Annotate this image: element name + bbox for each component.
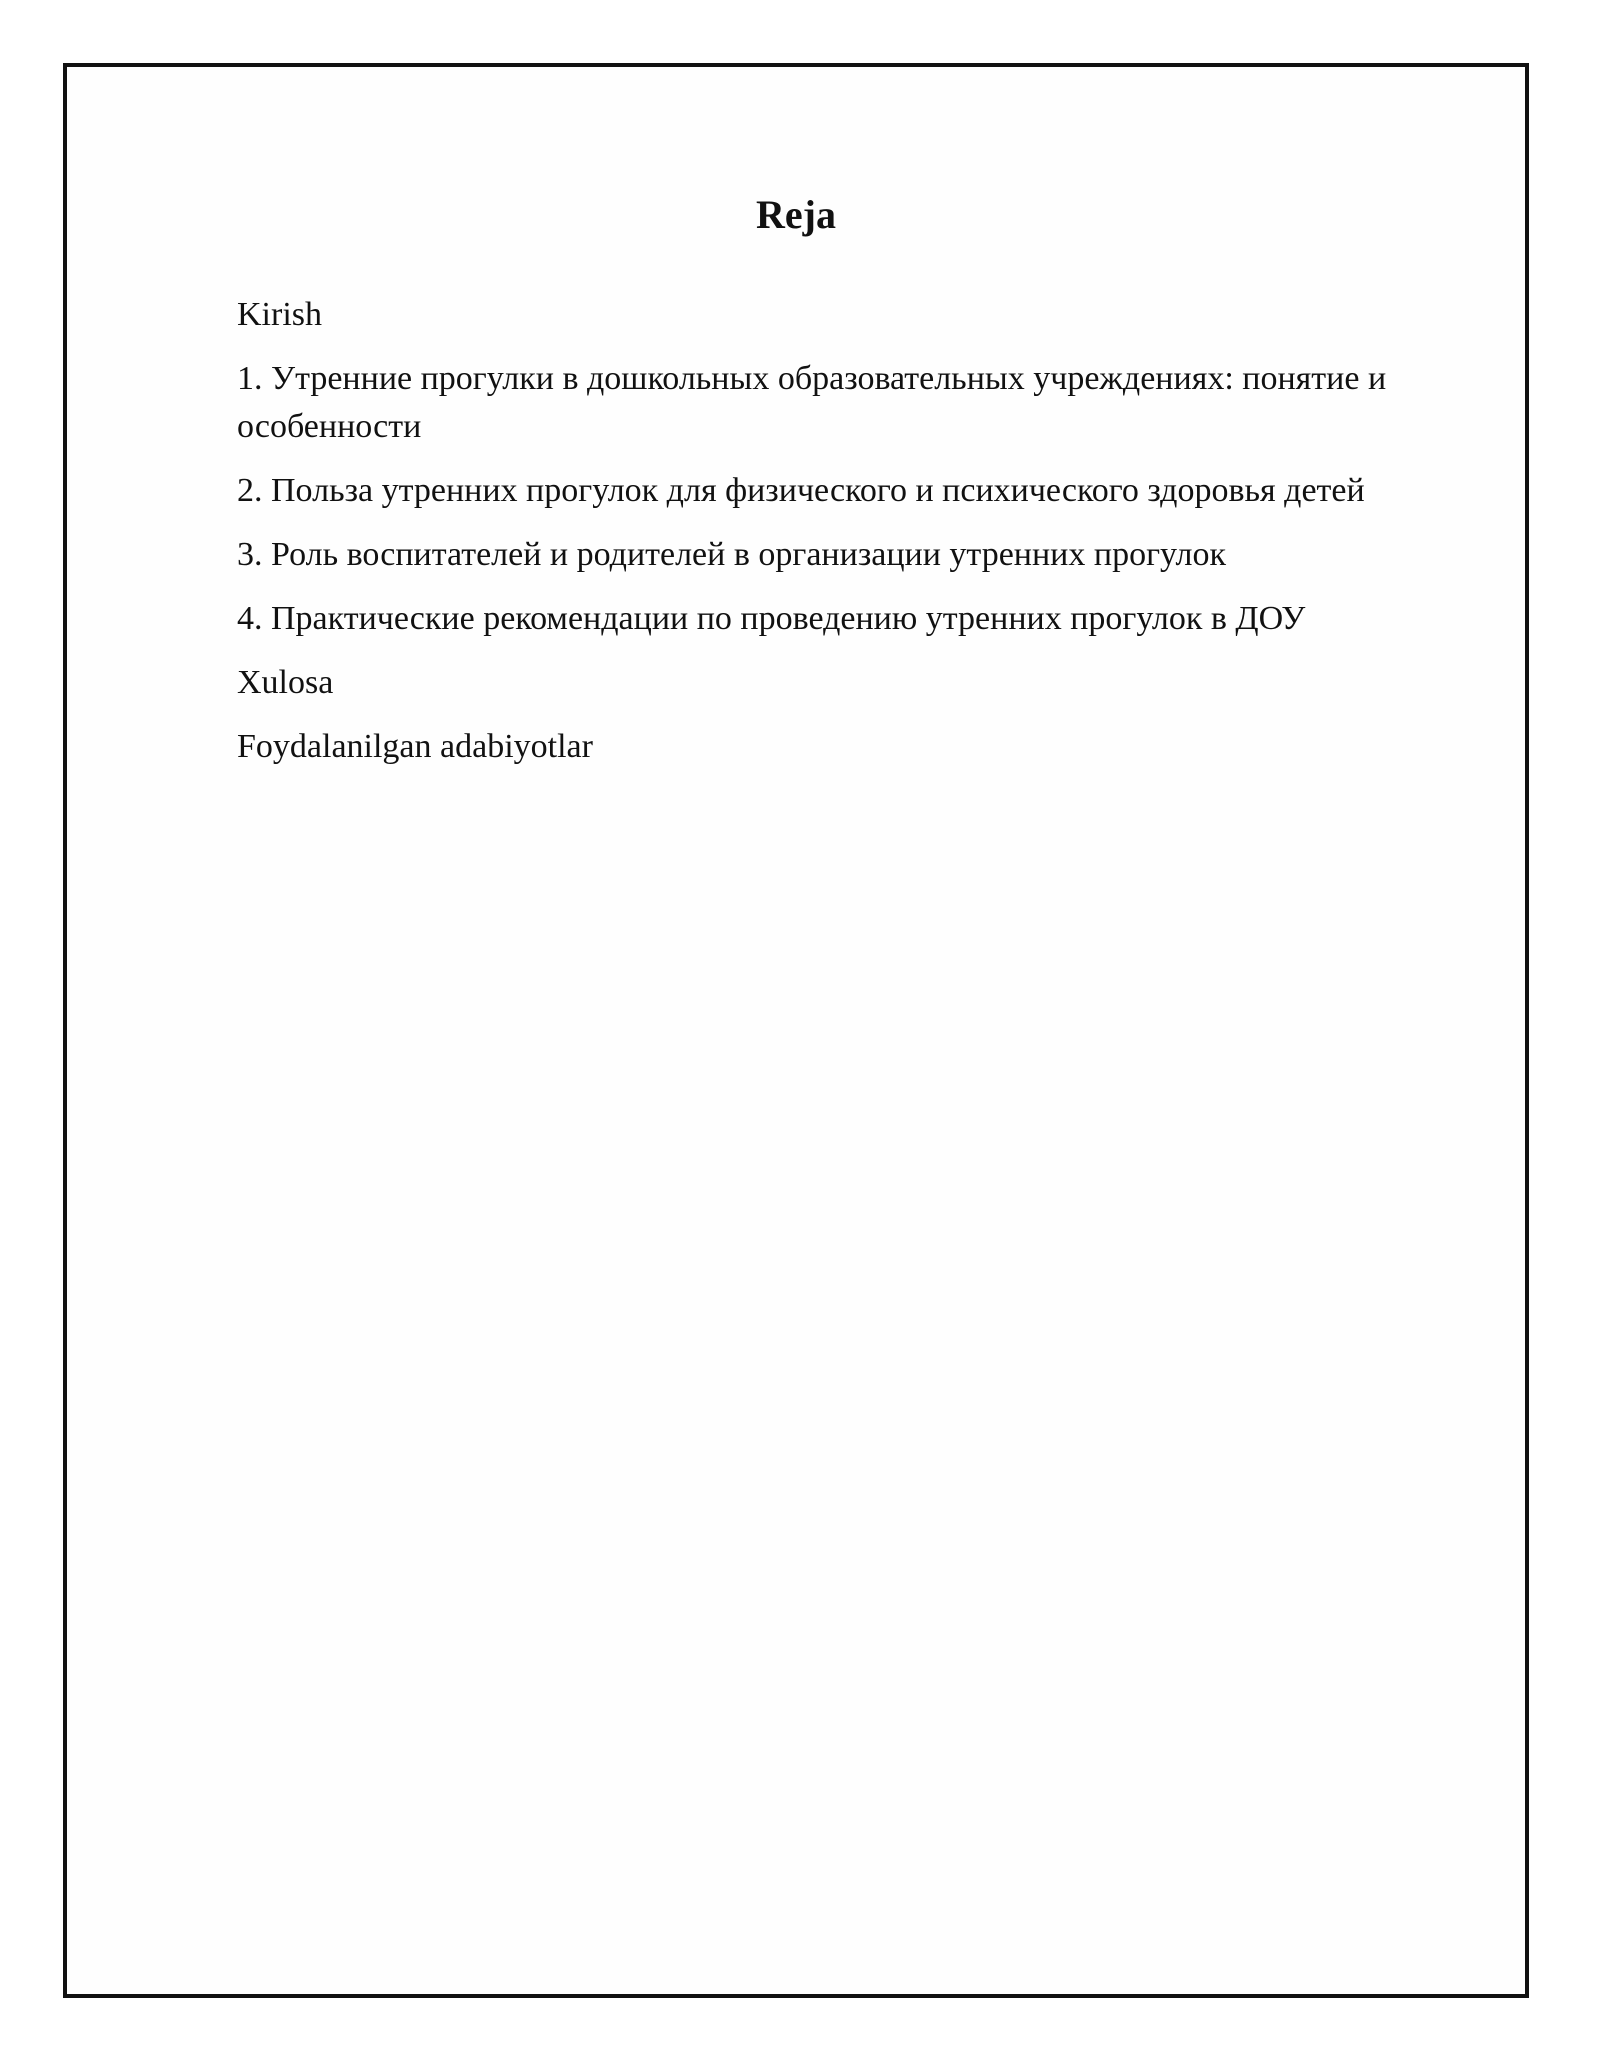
toc-item-2: 2. Польза утренних прогулок для физического и психического здоровья детей: [237, 472, 1365, 509]
page-title: Reja: [756, 192, 836, 237]
table-of-contents: [237, 291, 1457, 787]
toc-item-3: 3. Роль воспитателей и родителей в организации утренних прогулок: [237, 536, 1227, 573]
toc-item-conclusion: Xulosa: [237, 664, 334, 701]
toc-item-introduction: Kirish: [237, 296, 322, 333]
toc-item-references: Foydalanilgan adabiyotlar: [237, 728, 593, 765]
page-frame: [63, 63, 1529, 1998]
toc-item-1: 1. Утренние прогулки в дошкольных образовательных учреждениях: понятие и особенности: [237, 360, 1387, 445]
toc-item-4: 4. Практические рекомендации по проведению утренних прогулок в ДОУ: [237, 600, 1306, 637]
